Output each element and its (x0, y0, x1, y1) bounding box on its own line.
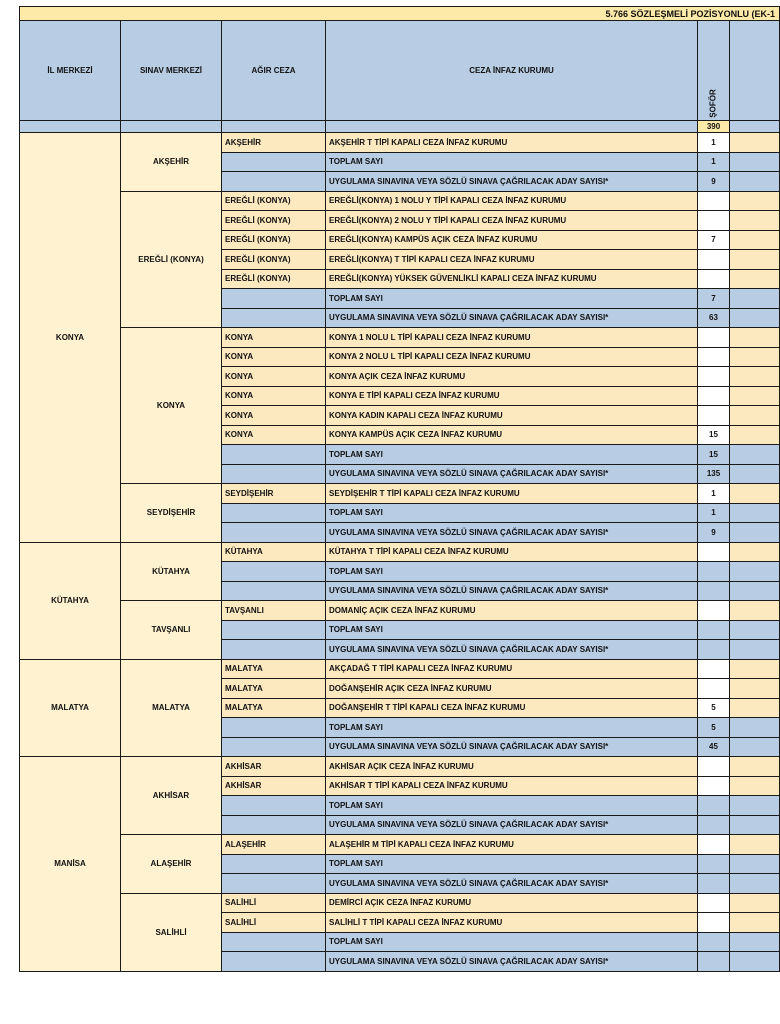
driver-count-cell (698, 211, 730, 231)
extra-cell (730, 367, 780, 387)
extra-cell (730, 698, 780, 718)
court-cell: KÜTAHYA (222, 542, 326, 562)
table-row (20, 659, 780, 679)
extra-cell (730, 269, 780, 289)
extra-cell (730, 952, 780, 972)
extra-cell (730, 562, 780, 582)
institution-cell: EREĞLİ(KONYA) KAMPÜS AÇIK CEZA İNFAZ KURUMU (326, 230, 698, 250)
court-cell (222, 854, 326, 874)
driver-count-cell: 7 (698, 230, 730, 250)
extra-cell (730, 776, 780, 796)
court-cell (222, 308, 326, 328)
court-cell: SALİHLİ (222, 913, 326, 933)
exam-center-cell: AKHİSAR (121, 757, 222, 835)
extra-cell (730, 172, 780, 192)
court-cell (222, 718, 326, 738)
court-cell (222, 464, 326, 484)
driver-count-cell (698, 893, 730, 913)
total-value: 15 (698, 445, 730, 465)
table-row (20, 133, 780, 153)
extra-cell (730, 679, 780, 699)
extra-cell (730, 503, 780, 523)
court-cell (222, 445, 326, 465)
driver-count-cell: 1 (698, 133, 730, 153)
court-cell: EREĞLİ (KONYA) (222, 269, 326, 289)
extra-cell (730, 347, 780, 367)
extra-cell (730, 289, 780, 309)
extra-cell (730, 250, 780, 270)
extra-cell (730, 386, 780, 406)
driver-count-cell (698, 679, 730, 699)
court-cell (222, 796, 326, 816)
court-cell: KONYA (222, 367, 326, 387)
institution-cell: AKHİSAR AÇIK CEZA İNFAZ KURUMU (326, 757, 698, 777)
institution-cell: KÜTAHYA T TİPİ KAPALI CEZA İNFAZ KURUMU (326, 542, 698, 562)
header-sofor: ŞOFÖR (698, 21, 730, 121)
total-value (698, 854, 730, 874)
exam-center-cell: KÜTAHYA (121, 542, 222, 601)
total-value (698, 562, 730, 582)
court-cell (222, 874, 326, 894)
court-cell: KONYA (222, 406, 326, 426)
court-cell: SEYDİŞEHİR (222, 484, 326, 504)
court-cell: MALATYA (222, 659, 326, 679)
call-label: UYGULAMA SINAVINA VEYA SÖZLÜ SINAVA ÇAĞRILACAK ADAY SAYISI* (326, 737, 698, 757)
total-label: TOPLAM SAYI (326, 503, 698, 523)
driver-count-cell (698, 269, 730, 289)
total-label: TOPLAM SAYI (326, 854, 698, 874)
driver-count-cell (698, 191, 730, 211)
total-label: TOPLAM SAYI (326, 289, 698, 309)
institution-cell: KONYA E TİPİ KAPALI CEZA İNFAZ KURUMU (326, 386, 698, 406)
total-label: TOPLAM SAYI (326, 796, 698, 816)
total-value (698, 796, 730, 816)
court-cell: EREĞLİ (KONYA) (222, 211, 326, 231)
driver-count-cell (698, 367, 730, 387)
province-cell: KÜTAHYA (20, 542, 121, 659)
court-cell: KONYA (222, 347, 326, 367)
call-value (698, 640, 730, 660)
header-extra (730, 21, 780, 121)
total-value: 7 (698, 289, 730, 309)
table-row (20, 601, 780, 621)
court-cell (222, 503, 326, 523)
extra-cell (730, 737, 780, 757)
call-value (698, 581, 730, 601)
extra-cell (730, 581, 780, 601)
institution-cell: KONYA 2 NOLU L TİPİ KAPALI CEZA İNFAZ KURUMU (326, 347, 698, 367)
institution-cell: DOĞANŞEHİR T TİPİ KAPALI CEZA İNFAZ KURUMU (326, 698, 698, 718)
driver-count-cell (698, 386, 730, 406)
header-ceza-infaz-kurumu: CEZA İNFAZ KURUMU (326, 21, 698, 121)
court-cell: AKHİSAR (222, 757, 326, 777)
call-label: UYGULAMA SINAVINA VEYA SÖZLÜ SINAVA ÇAĞRILACAK ADAY SAYISI* (326, 815, 698, 835)
total-label: TOPLAM SAYI (326, 562, 698, 582)
court-cell: EREĞLİ (KONYA) (222, 250, 326, 270)
total-label: TOPLAM SAYI (326, 718, 698, 738)
extra-cell (730, 406, 780, 426)
header-sinav-merkezi: SINAV MERKEZİ (121, 21, 222, 121)
court-cell: EREĞLİ (KONYA) (222, 230, 326, 250)
court-cell (222, 523, 326, 543)
extra-cell (730, 854, 780, 874)
court-cell (222, 152, 326, 172)
total-value: 1 (698, 503, 730, 523)
institution-cell: EREĞLİ(KONYA) T TİPİ KAPALI CEZA İNFAZ KURUMU (326, 250, 698, 270)
extra-cell (730, 757, 780, 777)
court-cell (222, 737, 326, 757)
institution-cell: KONYA 1 NOLU L TİPİ KAPALI CEZA İNFAZ KURUMU (326, 328, 698, 348)
institution-cell: EREĞLİ(KONYA) YÜKSEK GÜVENLİKLİ KAPALI CEZA İNFAZ KURUMU (326, 269, 698, 289)
driver-count-cell: 15 (698, 425, 730, 445)
institution-cell: KONYA AÇIK CEZA İNFAZ KURUMU (326, 367, 698, 387)
court-cell: MALATYA (222, 698, 326, 718)
extra-cell (730, 445, 780, 465)
institution-cell: DEMİRCİ AÇIK CEZA İNFAZ KURUMU (326, 893, 698, 913)
court-cell: KONYA (222, 386, 326, 406)
court-cell: KONYA (222, 328, 326, 348)
extra-cell (730, 893, 780, 913)
institution-cell: SEYDİŞEHİR T TİPİ KAPALI CEZA İNFAZ KURUMU (326, 484, 698, 504)
call-value (698, 874, 730, 894)
institution-cell: DOĞANŞEHİR AÇIK CEZA İNFAZ KURUMU (326, 679, 698, 699)
extra-cell (730, 640, 780, 660)
call-value: 9 (698, 172, 730, 192)
institution-cell: KONYA KAMPÜS AÇIK CEZA İNFAZ KURUMU (326, 425, 698, 445)
driver-count-cell (698, 328, 730, 348)
positions-table (19, 6, 780, 972)
header-il-merkezi: İL MERKEZİ (20, 21, 121, 121)
total-label: TOPLAM SAYI (326, 620, 698, 640)
extra-cell (730, 133, 780, 153)
exam-center-cell: SEYDİŞEHİR (121, 484, 222, 543)
header-agir-ceza: AĞIR CEZA (222, 21, 326, 121)
exam-center-cell: EREĞLİ (KONYA) (121, 191, 222, 328)
court-cell: AKŞEHİR (222, 133, 326, 153)
court-cell: ALAŞEHİR (222, 835, 326, 855)
driver-count-cell (698, 406, 730, 426)
table-row (20, 542, 780, 562)
table-row (20, 191, 780, 211)
institution-cell: EREĞLİ(KONYA) 1 NOLU Y TİPİ KAPALI CEZA İNFAZ KURUMU (326, 191, 698, 211)
driver-count-cell (698, 757, 730, 777)
extra-cell (730, 308, 780, 328)
institution-cell: ALAŞEHİR M TİPİ KAPALI CEZA İNFAZ KURUMU (326, 835, 698, 855)
court-cell (222, 620, 326, 640)
exam-center-cell: ALAŞEHİR (121, 835, 222, 894)
extra-cell (730, 815, 780, 835)
call-value (698, 815, 730, 835)
sheet-title: 5.766 SÖZLEŞMELİ POZİSYONLU (EK-1 (20, 7, 780, 21)
court-cell (222, 581, 326, 601)
court-cell (222, 289, 326, 309)
total-value (698, 932, 730, 952)
driver-count-cell (698, 776, 730, 796)
total-value: 1 (698, 152, 730, 172)
call-label: UYGULAMA SINAVINA VEYA SÖZLÜ SINAVA ÇAĞRILACAK ADAY SAYISI* (326, 874, 698, 894)
institution-cell: AKHİSAR T TİPİ KAPALI CEZA İNFAZ KURUMU (326, 776, 698, 796)
exam-center-cell: KONYA (121, 328, 222, 484)
institution-cell: SALİHLİ T TİPİ KAPALI CEZA İNFAZ KURUMU (326, 913, 698, 933)
call-label: UYGULAMA SINAVINA VEYA SÖZLÜ SINAVA ÇAĞRILACAK ADAY SAYISI* (326, 523, 698, 543)
driver-count-cell (698, 835, 730, 855)
court-cell (222, 932, 326, 952)
extra-cell (730, 230, 780, 250)
table-row (20, 328, 780, 348)
institution-cell: AKÇADAĞ T TİPİ KAPALI CEZA İNFAZ KURUMU (326, 659, 698, 679)
extra-cell (730, 523, 780, 543)
total-label: TOPLAM SAYI (326, 152, 698, 172)
total-label: TOPLAM SAYI (326, 932, 698, 952)
extra-cell (730, 796, 780, 816)
extra-cell (730, 484, 780, 504)
exam-center-cell: TAVŞANLI (121, 601, 222, 660)
call-value: 45 (698, 737, 730, 757)
institution-cell: KONYA KADIN KAPALI CEZA İNFAZ KURUMU (326, 406, 698, 426)
extra-cell (730, 874, 780, 894)
province-cell: MALATYA (20, 659, 121, 757)
extra-cell (730, 211, 780, 231)
call-value: 9 (698, 523, 730, 543)
table-row (20, 484, 780, 504)
table-row (20, 893, 780, 913)
exam-center-cell: MALATYA (121, 659, 222, 757)
province-cell: MANİSA (20, 757, 121, 972)
call-label: UYGULAMA SINAVINA VEYA SÖZLÜ SINAVA ÇAĞRILACAK ADAY SAYISI* (326, 952, 698, 972)
institution-cell: AKŞEHİR T TİPİ KAPALI CEZA İNFAZ KURUMU (326, 133, 698, 153)
extra-cell (730, 932, 780, 952)
extra-cell (730, 718, 780, 738)
call-label: UYGULAMA SINAVINA VEYA SÖZLÜ SINAVA ÇAĞRILACAK ADAY SAYISI* (326, 581, 698, 601)
court-cell (222, 562, 326, 582)
court-cell (222, 952, 326, 972)
call-label: UYGULAMA SINAVINA VEYA SÖZLÜ SINAVA ÇAĞRILACAK ADAY SAYISI* (326, 640, 698, 660)
call-label: UYGULAMA SINAVINA VEYA SÖZLÜ SINAVA ÇAĞRILACAK ADAY SAYISI* (326, 308, 698, 328)
extra-cell (730, 328, 780, 348)
driver-count-cell: 5 (698, 698, 730, 718)
extra-cell (730, 152, 780, 172)
extra-cell (730, 191, 780, 211)
driver-count-cell (698, 347, 730, 367)
court-cell: TAVŞANLI (222, 601, 326, 621)
institution-cell: DOMANİÇ AÇIK CEZA İNFAZ KURUMU (326, 601, 698, 621)
extra-cell (730, 620, 780, 640)
driver-count-cell (698, 250, 730, 270)
driver-count-cell (698, 601, 730, 621)
total-sofor: 390 (698, 121, 730, 133)
driver-count-cell (698, 913, 730, 933)
driver-count-cell (698, 542, 730, 562)
extra-cell (730, 425, 780, 445)
extra-cell (730, 835, 780, 855)
court-cell (222, 640, 326, 660)
court-cell (222, 172, 326, 192)
extra-cell (730, 464, 780, 484)
call-label: UYGULAMA SINAVINA VEYA SÖZLÜ SINAVA ÇAĞRILACAK ADAY SAYISI* (326, 464, 698, 484)
court-cell: EREĞLİ (KONYA) (222, 191, 326, 211)
call-value (698, 952, 730, 972)
court-cell: AKHİSAR (222, 776, 326, 796)
call-label: UYGULAMA SINAVINA VEYA SÖZLÜ SINAVA ÇAĞRILACAK ADAY SAYISI* (326, 172, 698, 192)
extra-cell (730, 913, 780, 933)
extra-cell (730, 601, 780, 621)
call-value: 63 (698, 308, 730, 328)
institution-cell: EREĞLİ(KONYA) 2 NOLU Y TİPİ KAPALI CEZA İNFAZ KURUMU (326, 211, 698, 231)
call-value: 135 (698, 464, 730, 484)
exam-center-cell: SALİHLİ (121, 893, 222, 971)
table-row (20, 835, 780, 855)
province-cell: KONYA (20, 133, 121, 543)
total-label: TOPLAM SAYI (326, 445, 698, 465)
exam-center-cell: AKŞEHİR (121, 133, 222, 192)
court-cell: KONYA (222, 425, 326, 445)
driver-count-cell (698, 659, 730, 679)
court-cell (222, 815, 326, 835)
total-value (698, 620, 730, 640)
extra-cell (730, 542, 780, 562)
driver-count-cell: 1 (698, 484, 730, 504)
court-cell: MALATYA (222, 679, 326, 699)
total-value: 5 (698, 718, 730, 738)
extra-cell (730, 659, 780, 679)
table-row (20, 757, 780, 777)
court-cell: SALİHLİ (222, 893, 326, 913)
